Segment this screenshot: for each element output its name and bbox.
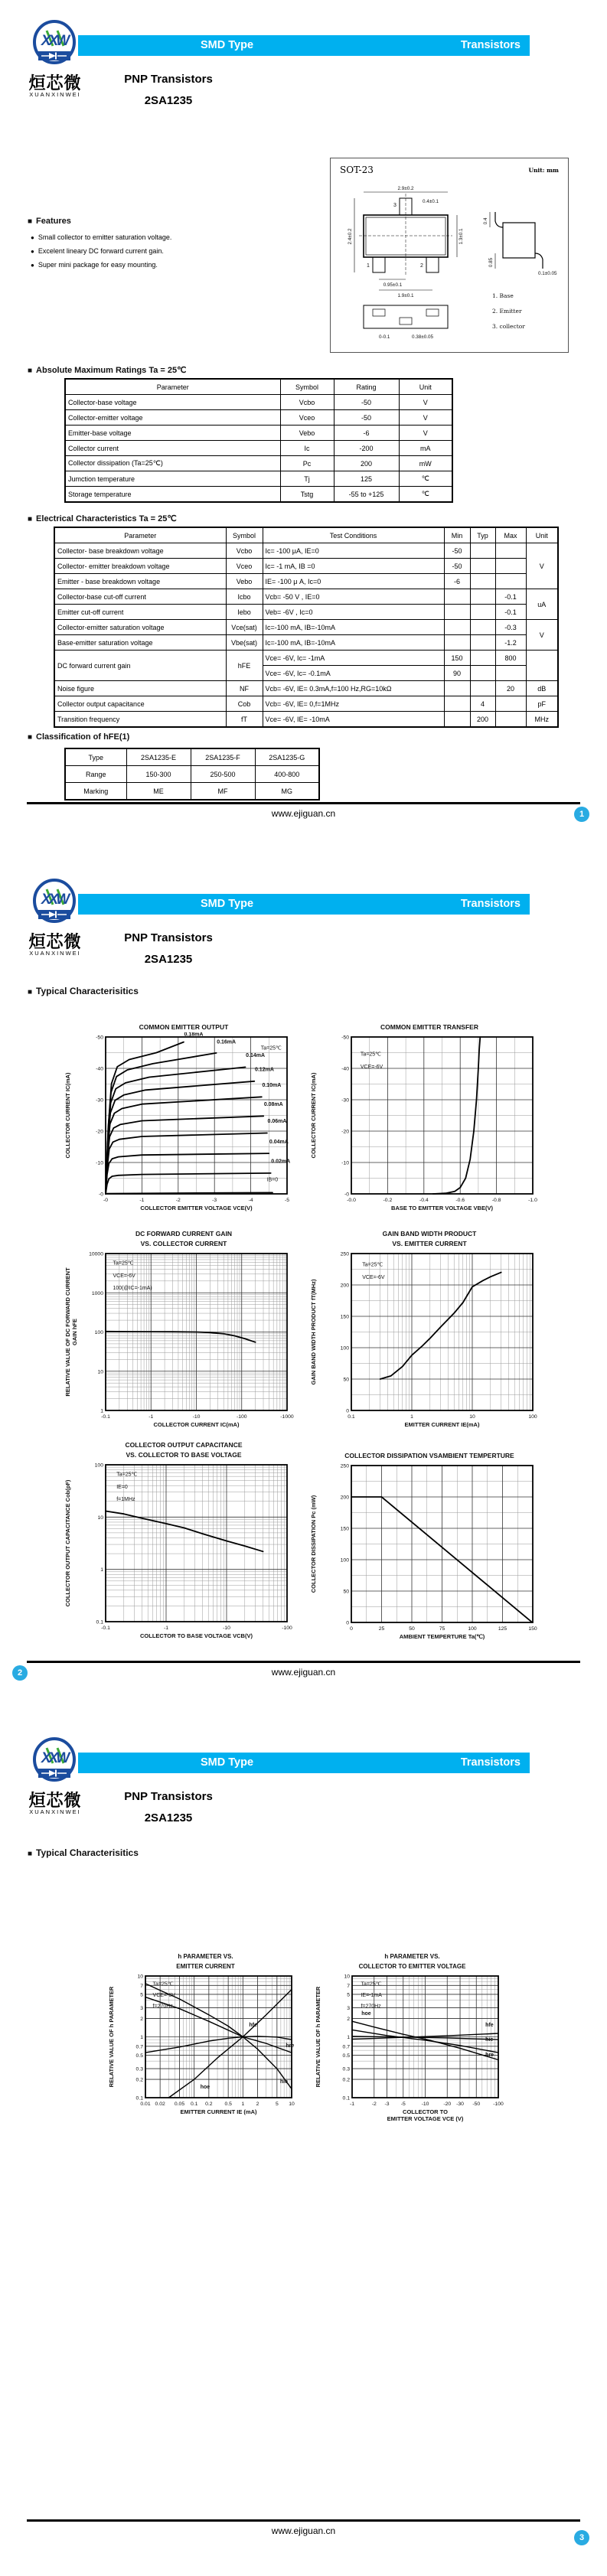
svg-text:2.9±0.2: 2.9±0.2 [397,186,414,191]
footer-divider [27,802,580,804]
svg-text:10000: 10000 [89,1251,103,1257]
svg-text:-20: -20 [341,1129,349,1135]
package-drawing [333,183,564,347]
chart-canvas [64,1460,302,1648]
banner-category: SMD Type [201,1756,254,1769]
svg-text:VCE=-6V: VCE=-6V [113,1273,135,1279]
svg-text:3: 3 [347,2006,350,2012]
svg-text:2: 2 [256,2102,259,2107]
svg-text:1.9±0.1: 1.9±0.1 [397,293,414,298]
svg-text:0.38±0.05: 0.38±0.05 [412,334,433,340]
svg-text:5: 5 [347,1992,350,1998]
svg-text:Ta=25℃: Ta=25℃ [116,1472,138,1478]
bullet-icon: ● [31,248,34,255]
svg-text:-0.4: -0.4 [419,1198,429,1203]
table-row: Vce= -6V, Ic= -0.1mA 90 [54,666,558,681]
datasheet-page-3 [0,1717,607,2576]
svg-text:COLLECTOR DISSIPATION Pc (mW): COLLECTOR DISSIPATION Pc (mW) [310,1495,317,1593]
svg-text:0.02: 0.02 [155,2102,165,2107]
table-row: Marking ME MF MG [65,783,319,801]
svg-text:0.18mA: 0.18mA [184,1032,204,1038]
svg-text:0.2: 0.2 [135,2077,143,2083]
feature-item: ● Super mini package for easy mounting. [31,261,158,269]
table-row: Collector- emitter breakdown voltage Vceo Ic= -1 mA, IB =0 -50 [54,559,558,574]
table-row: Base-emitter saturation voltage Vbe(sat) Ic=-100 mA, IB=-10mA -1.2 [54,635,558,651]
header-banner [78,894,530,915]
svg-text:0.14mA: 0.14mA [246,1053,266,1059]
datasheet-page-1 [0,0,607,859]
brand-name-pinyin: XUANXINWEI [29,1808,81,1815]
abs-max-table [64,378,453,503]
table-row: Collector-emitter voltage Vceo -50 V [65,410,452,426]
brand-name-pinyin: XUANXINWEI [29,91,81,98]
brand-name-pinyin: XUANXINWEI [29,950,81,957]
brand-logo-icon [32,879,77,928]
elec-heading: ■ Electrical Characteristics Ta = 25℃ [28,514,177,523]
svg-text:-30: -30 [96,1097,103,1104]
svg-text:VCE=-6V: VCE=-6V [360,1065,383,1070]
section-square-icon: ■ [28,733,33,742]
chart-common-emitter-transfer [309,1022,550,1224]
chart-hparam-vs-ie [107,1952,304,2132]
svg-text:0: 0 [346,1620,349,1626]
table-row: Emitter cut-off current Iebo Veb= -6V , Ic=0 -0.1 [54,605,558,620]
svg-text:-20: -20 [96,1129,103,1135]
page-number-badge: 3 [574,2530,589,2545]
chart-title: GAIN BAND WIDTH PRODUCT VS. EMITTER CURRENT [382,1230,477,1247]
table-row: Collector dissipation (Ta=25℃) Pc 200 mW [65,456,452,471]
svg-text:0.1: 0.1 [342,2095,350,2102]
section-square-icon: ■ [28,988,33,996]
table-row: Storage temperature Tstg -55 to +125 ℃ [65,487,452,503]
svg-text:0.5: 0.5 [342,2053,350,2059]
svg-text:1.3±0.1: 1.3±0.1 [459,228,464,245]
svg-text:-10: -10 [421,2102,429,2107]
chart-common-emitter-output [64,1022,304,1224]
table-row: Collector current Ic -200 mA [65,441,452,456]
svg-text:-1000: -1000 [280,1414,294,1420]
package-unit: Unit: mm [528,167,559,174]
svg-text:-40: -40 [96,1066,103,1072]
svg-text:100(@IC=-1mA): 100(@IC=-1mA) [113,1286,152,1292]
svg-text:Ta=25℃: Ta=25℃ [362,1262,383,1268]
page-number-badge: 2 [12,1665,28,1681]
svg-text:hfe: hfe [485,2023,494,2029]
svg-text:-100: -100 [282,1625,292,1631]
classification-heading: ■ Classification of hFE(1) [28,732,130,742]
banner-category: SMD Type [201,39,254,51]
svg-text:XXW: XXW [41,1750,68,1766]
svg-text:100: 100 [528,1414,537,1420]
svg-text:-2: -2 [371,2102,377,2107]
table-row: Collector- base breakdown voltage Vcbo Ic= -100 μA, IE=0 -50 V [54,543,558,559]
abs-max-heading: ■ Absolute Maximum Ratings Ta = 25℃ [28,366,187,375]
svg-text:COLLECTOR EMITTER VOLTAGE VCE(: COLLECTOR EMITTER VOLTAGE VCE(V) [140,1205,253,1211]
doc-subtitle: PNP Transistors [124,1790,213,1803]
svg-text:0.02mA: 0.02mA [271,1159,291,1165]
svg-text:-50: -50 [472,2102,481,2107]
svg-text:RELATIVE VALUE OF h PARAMETER: RELATIVE VALUE OF h PARAMETER [315,1986,321,2088]
chart-dc-gain-vs-ic [64,1229,304,1440]
svg-text:GAIN hFE: GAIN hFE [71,1319,78,1345]
chart-canvas [314,1971,509,2128]
table-row: Range 150-300 250-500 400-800 [65,766,319,783]
svg-text:0.04mA: 0.04mA [269,1139,289,1145]
svg-text:0.16mA: 0.16mA [217,1039,237,1045]
chart-canvas [64,1032,302,1220]
svg-text:0.1: 0.1 [135,2095,143,2102]
svg-text:0.85: 0.85 [488,257,494,268]
svg-text:hoe: hoe [361,2010,371,2017]
svg-text:25: 25 [378,1626,385,1632]
table-row: Noise figure NF Vcb= -6V, IE= 0.3mA,f=100 Hz,RG=10kΩ 20 dB [54,681,558,696]
svg-text:0-0.1: 0-0.1 [379,334,390,340]
chart-canvas [309,1461,548,1648]
table-row: Collector output capacitance Cob Vcb= -6V, IE= 0,f=1MHz 4 pF [54,696,558,712]
svg-text:100: 100 [94,1462,103,1469]
svg-text:1. Base: 1. Base [492,292,514,299]
svg-text:hfe: hfe [249,2023,257,2029]
svg-text:3: 3 [393,203,397,208]
svg-text:-0.8: -0.8 [491,1198,501,1203]
table-header-row: Parameter Symbol Rating Unit [65,379,452,395]
table-row: DC forward current gain hFE Vce= -6V, Ic= -1mA 150 800 [54,651,558,666]
svg-text:-0.1: -0.1 [101,1625,110,1631]
footer-divider [27,2519,580,2522]
svg-text:COLLECTOR CURRENT IC(mA): COLLECTOR CURRENT IC(mA) [64,1072,71,1159]
svg-text:Ta=25℃: Ta=25℃ [361,1981,382,1987]
svg-text:3. collector: 3. collector [492,323,525,330]
svg-text:hre: hre [485,2052,494,2058]
svg-text:-3: -3 [212,1198,217,1203]
svg-text:-100: -100 [493,2102,504,2107]
svg-text:0.95±0.1: 0.95±0.1 [383,282,403,288]
table-header-row: Parameter Symbol Test Conditions Min Typ Max Unit [54,527,558,543]
svg-text:hoe: hoe [200,2084,210,2090]
svg-text:EMITTER VOLTAGE VCE (V): EMITTER VOLTAGE VCE (V) [387,2115,464,2122]
svg-text:0.2: 0.2 [342,2077,350,2083]
svg-text:0.1: 0.1 [348,1414,355,1420]
svg-text:0.1: 0.1 [190,2102,198,2107]
section-square-icon: ■ [28,1850,33,1858]
svg-text:0.5: 0.5 [224,2102,232,2107]
svg-text:-0: -0 [103,1198,109,1203]
svg-text:0.5: 0.5 [135,2053,143,2059]
package-outline-box [330,158,569,353]
svg-text:-1.0: -1.0 [528,1198,537,1203]
svg-text:0.12mA: 0.12mA [254,1067,274,1073]
svg-text:-5: -5 [400,2102,406,2107]
svg-text:-2: -2 [175,1198,181,1203]
svg-text:10: 10 [289,2102,295,2107]
brand-name-chinese: 烜芯微 [28,1791,82,1810]
svg-text:Ta=25℃: Ta=25℃ [152,1981,174,1987]
svg-text:2: 2 [347,2017,350,2023]
svg-text:-1: -1 [349,2102,355,2107]
svg-text:-10: -10 [223,1625,230,1631]
svg-text:COLLECTOR CURRENT IC(mA): COLLECTOR CURRENT IC(mA) [310,1072,317,1159]
svg-text:7: 7 [347,1983,350,1989]
svg-text:-30: -30 [341,1097,349,1104]
svg-text:0.10mA: 0.10mA [262,1083,282,1089]
svg-text:RELATIVE VALUE OF h PARAMETER: RELATIVE VALUE OF h PARAMETER [108,1986,115,2088]
classification-table [64,748,320,801]
table-row: Collector-emitter saturation voltage Vce(sat) Ic=-100 mA, IB=-10mA -0.3 V [54,620,558,635]
svg-text:-0.1: -0.1 [101,1414,110,1420]
table-row: Collector-base cut-off current Icbo Vcb= -50 V , IE=0 -0.1 uA [54,589,558,605]
svg-text:10: 10 [137,1974,143,1980]
section-square-icon: ■ [28,217,33,226]
svg-text:-10: -10 [192,1414,201,1420]
svg-text:COLLECTOR TO: COLLECTOR TO [403,2108,448,2115]
banner-family: Transistors [460,1756,521,1769]
banner-family: Transistors [460,898,521,910]
svg-text:10: 10 [97,1515,103,1521]
svg-text:250: 250 [340,1251,349,1257]
svg-text:150: 150 [340,1526,349,1532]
typical-characteristics-heading: ■ Typical Characterisitics [28,1847,139,1858]
svg-text:125: 125 [498,1626,507,1632]
svg-text:Ta=25℃: Ta=25℃ [113,1260,134,1267]
svg-text:1000: 1000 [91,1290,103,1296]
chart-title: DC FORWARD CURRENT GAIN VS. COLLECTOR CURRENT [135,1230,232,1247]
chart-pc-vs-ta [309,1451,550,1652]
chart-canvas [64,1249,302,1436]
svg-text:0: 0 [350,1626,353,1632]
svg-text:hie: hie [485,2037,494,2043]
svg-text:-1: -1 [139,1198,145,1203]
svg-text:75: 75 [439,1626,445,1632]
svg-text:0.3: 0.3 [342,2066,350,2072]
svg-text:COLLECTOR TO BASE VOLTAGE VCB(: COLLECTOR TO BASE VOLTAGE VCB(V) [140,1632,253,1639]
svg-text:7: 7 [140,1983,143,1989]
svg-text:2. Emitter: 2. Emitter [492,308,522,315]
svg-text:-20: -20 [443,2102,452,2107]
svg-text:50: 50 [409,1626,415,1632]
svg-text:COLLECTOR CURRENT IC(mA): COLLECTOR CURRENT IC(mA) [153,1421,240,1428]
svg-text:100: 100 [340,1345,349,1352]
feature-item: ● Small collector to emitter saturation voltage. [31,233,172,241]
svg-text:EMITTER CURRENT IE (mA): EMITTER CURRENT IE (mA) [180,2108,257,2115]
svg-text:1: 1 [347,2035,350,2040]
svg-text:100: 100 [468,1626,477,1632]
svg-text:5: 5 [140,1992,143,1998]
chart-title: h PARAMETER VS. COLLECTOR TO EMITTER VOLTAGE [358,1953,466,1970]
svg-text:0.01: 0.01 [140,2102,151,2107]
svg-text:1: 1 [410,1414,413,1420]
part-number: 2SA1235 [144,94,193,107]
svg-text:-10: -10 [341,1160,349,1166]
svg-text:0.7: 0.7 [342,2044,350,2050]
footer-divider [27,1661,580,1663]
brand-name-chinese: 烜芯微 [28,932,82,951]
svg-text:0.3: 0.3 [135,2066,143,2072]
svg-text:-0.6: -0.6 [455,1198,465,1203]
svg-text:f=270Hz: f=270Hz [152,2004,173,2010]
svg-text:0.06mA: 0.06mA [267,1119,287,1125]
svg-text:10: 10 [344,1974,350,1980]
svg-text:-40: -40 [341,1066,349,1072]
svg-text:2: 2 [140,2017,143,2023]
chart-title: h PARAMETER VS. EMITTER CURRENT [176,1953,235,1970]
svg-text:hre: hre [286,2043,295,2049]
chart-title: COMMON EMITTER OUTPUT [139,1023,229,1031]
svg-text:-0.0: -0.0 [347,1198,356,1203]
svg-text:-3: -3 [384,2102,390,2107]
svg-text:GAIN BAND WIDTH PRODUCT fT(MH: GAIN BAND WIDTH PRODUCT fT(MHz) [310,1279,317,1385]
feature-item: ● Excelent lineary DC forward current gain. [31,247,164,255]
svg-text:100: 100 [94,1330,103,1335]
chart-ft-vs-ie [309,1229,550,1440]
table-row: Jumction temperature Tj 125 ℃ [65,471,452,487]
svg-text:10: 10 [469,1414,475,1420]
svg-text:0.05: 0.05 [174,2102,185,2107]
svg-text:200: 200 [340,1495,349,1501]
svg-text:IB=0: IB=0 [266,1177,279,1183]
chart-canvas [107,1971,302,2128]
bullet-icon: ● [31,262,34,269]
svg-text:10: 10 [97,1369,103,1375]
svg-text:50: 50 [343,1589,349,1595]
svg-text:250: 250 [340,1463,349,1469]
svg-text:VCE=-6V: VCE=-6V [152,1993,175,1999]
svg-text:EMITTER CURRENT IE(mA): EMITTER CURRENT IE(mA) [404,1421,480,1428]
svg-text:1: 1 [241,2102,245,2107]
banner-category: SMD Type [201,898,254,910]
typical-characteristics-heading: ■ Typical Characterisitics [28,986,139,996]
svg-text:2: 2 [420,263,423,269]
svg-text:0.08mA: 0.08mA [263,1102,283,1108]
elec-table [54,527,559,728]
svg-text:1: 1 [100,1567,103,1573]
svg-text:0.2: 0.2 [205,2102,213,2107]
svg-text:Ta=25℃: Ta=25℃ [360,1052,381,1058]
svg-text:BASE TO EMITTER VOLTAGE VBE(V): BASE TO EMITTER VOLTAGE VBE(V) [391,1205,493,1211]
svg-text:-5: -5 [284,1198,290,1203]
svg-text:XXW: XXW [41,33,68,49]
svg-text:-0.2: -0.2 [383,1198,393,1203]
brand-name-chinese: 烜芯微 [28,73,82,93]
footer-url: www.ejiguan.cn [271,1667,336,1678]
svg-text:0.1±0.05: 0.1±0.05 [538,271,557,276]
svg-text:f=270Hz: f=270Hz [361,2004,381,2010]
svg-text:5: 5 [275,2102,279,2107]
svg-text:XXW: XXW [41,892,68,908]
datasheet-page-2 [0,859,607,1717]
doc-subtitle: PNP Transistors [124,931,213,944]
svg-text:0.7: 0.7 [135,2044,143,2050]
svg-text:50: 50 [343,1377,349,1383]
chart-canvas [309,1249,548,1436]
svg-text:-50: -50 [341,1035,349,1041]
chart-title: COMMON EMITTER TRANSFER [380,1023,478,1031]
svg-text:-1: -1 [163,1625,169,1631]
svg-text:COLLECTOR OUTPUT CAPACITANCE C: COLLECTOR OUTPUT CAPACITANCE Cob(pF) [64,1479,71,1607]
chart-cob-vs-vcb [64,1440,304,1652]
features-heading: ■ Features [28,217,71,226]
svg-text:Ta=25℃: Ta=25℃ [260,1045,282,1052]
package-name: SOT-23 [340,165,374,175]
footer-url: www.ejiguan.cn [271,2525,336,2536]
svg-text:-10: -10 [96,1160,103,1166]
page-number-badge: 1 [574,807,589,822]
part-number: 2SA1235 [144,953,193,966]
chart-title: COLLECTOR DISSIPATION VSAMBIENT TEMPERTURE [344,1452,514,1459]
svg-text:VCE=-6V: VCE=-6V [362,1274,385,1280]
chart-canvas [309,1032,548,1220]
brand-logo-icon [32,1737,77,1786]
brand-logo-icon [32,20,77,69]
svg-text:100: 100 [340,1557,349,1564]
part-number: 2SA1235 [144,1811,193,1824]
svg-text:-1: -1 [148,1414,154,1420]
svg-text:-100: -100 [236,1414,247,1420]
svg-text:0.4±0.1: 0.4±0.1 [423,199,439,204]
svg-text:hie: hie [279,2079,289,2085]
svg-text:2.4±0.2: 2.4±0.2 [348,228,353,245]
doc-subtitle: PNP Transistors [124,73,213,86]
header-banner [78,1753,530,1773]
svg-text:0.4: 0.4 [483,217,488,225]
bullet-icon: ● [31,234,34,241]
svg-text:IE=-1mA: IE=-1mA [361,1993,382,1999]
svg-text:150: 150 [528,1626,537,1632]
svg-text:IE=0: IE=0 [116,1484,128,1490]
svg-text:-50: -50 [96,1035,103,1041]
svg-text:AMBIENT TEMPERTURE Ta(℃): AMBIENT TEMPERTURE Ta(℃) [399,1633,485,1640]
table-row: Emitter-base voltage Vebo -6 V [65,426,452,441]
svg-text:0: 0 [346,1408,349,1414]
svg-text:0.1: 0.1 [96,1619,103,1625]
footer-url: www.ejiguan.cn [271,808,336,819]
svg-text:3: 3 [140,2006,143,2012]
svg-text:150: 150 [340,1314,349,1320]
section-square-icon: ■ [28,515,33,523]
svg-text:200: 200 [340,1283,349,1289]
svg-text:-4: -4 [248,1198,253,1203]
svg-text:1: 1 [140,2035,143,2040]
svg-text:-0: -0 [98,1192,103,1198]
table-row: Transition frequency fT Vce= -6V, IE= -10mA 200 MHz [54,712,558,728]
chart-hparam-vs-vce [314,1952,511,2132]
svg-text:1: 1 [367,263,370,269]
table-row: Emitter - base breakdown voltage Vebo IE= -100 μ A, Ic=0 -6 [54,574,558,589]
svg-text:f=1MHz: f=1MHz [116,1497,135,1503]
svg-text:-0: -0 [344,1192,349,1198]
section-square-icon: ■ [28,367,33,375]
banner-family: Transistors [460,39,521,51]
svg-text:1: 1 [100,1408,103,1414]
svg-text:RELATIVE VALUE OF DC FORWARD C: RELATIVE VALUE OF DC FORWARD CURRENT [64,1267,71,1397]
table-row: Type 2SA1235-E 2SA1235-F 2SA1235-G [65,748,319,766]
table-row: Collector-base voltage Vcbo -50 V [65,395,452,410]
svg-text:-30: -30 [456,2102,464,2107]
chart-title: COLLECTOR OUTPUT CAPACITANCE VS. COLLECTOR TO BASE VOLTAGE [125,1441,243,1459]
header-banner [78,35,530,56]
